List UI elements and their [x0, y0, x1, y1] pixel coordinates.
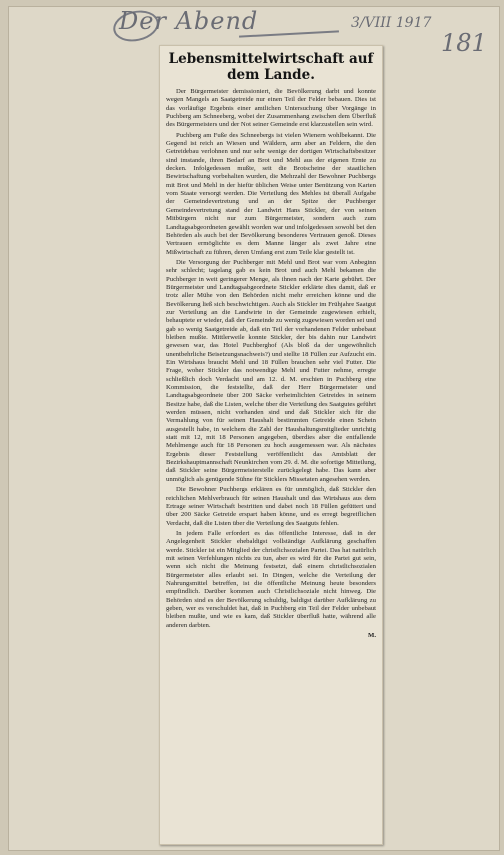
newspaper-clipping: [159, 45, 383, 845]
article-paragraph-2: Puchberg am Fuße des Schneebergs ist vielen Wienern wohlbekannt. Die Gegend ist reich an Wiesen und Wäldern, arm aber an Feldern, die den Getreidebau verlohnen und nur sehr wenige der dortigen Wirtschaftsbesitzer sind imstande, ihren Bedarf an Brot und Mehl aus der eigenen Ernte zu decken. Infolgedessen mußte, seit die Brotscheine der staatlichen Bewirtschaftung vorbehalten wurden, die Mehrzahl der Bewohner Puchbergs mit Brot und Mehl in der hiefür üblichen Weise unter Benützung von Karten vom Staate versorgt werden. Die Verteilung des Mehles ist überall Aufgabe der Gemeindevertretung und an der Spitze der Puchberger Gemeindevertretung stand der Landwirt Hans Stickler, der von seinen Mitbürgern nicht nur zum Bürgermeister, sondern auch zum Landtagsabgeordneten gewählt worden war und infolgedessen sowohl bei den Behörden als auch bei der Bevölkerung besonderes Vertrauen genoß. Dieses Vertrauen ermöglichte es dem Manne länger als zwei Jahre eine Mißwirtschaft zu führen, deren Umfang erst zum Teile klar gestellt ist.: [166, 131, 376, 256]
article-paragraph-5: In jedem Falle erfordert es das öffentliche Interesse, daß in der Angelegenheit Stickler ehebaldigst vollständige Aufklärung geschaffen werde. Stickler ist ein Mitglied der christlichsozialen Partei. Das hat natürlich mit seinen Verfehlungen nichts zu tun, aber es wird für die Partei gut sein, wenn sich nicht die Meinung festsetzt, daß einem christlichsozialen Bürgermeister alles erlaubt sei. In Dingen, welche die Verteilung der Nahrungsmittel betreffen, ist die öffentliche Meinung heute besonders empfindlich. Darüber kommen auch Christlichsoziale nicht hinweg. Die Behörden sind es der Bevölkerung schuldig, baldigst darüber Aufklärung zu geben, wer es verschuldet hat, daß in Puchberg ein Teil der Felder unbebaut bleiben mußte, und wie es kam, daß Stickler überfluß hatte, während alle anderen darbten.: [166, 529, 376, 629]
article-paragraph-1: Der Bürgermeister demissioniert, die Bevölkerung darbt und konnte wegen Mangels an Saatgetreide nur einen Teil der Felder bebauen. Dies ist das vorläufige Ergebnis einer amtlichen Untersuchung über Vorgänge in Puchberg am Schneeberg, wobei der Zusammenhang zwischen dem Überfluß des Bürgermeisters und der Not seiner Gemeinde erst klarzustellen sein wird.: [166, 88, 376, 129]
archive-sheet: [8, 6, 500, 851]
handwritten-date-annotation: 3/VIII 1917: [351, 15, 432, 31]
article-paragraph-3: Die Versorgung der Puchberger mit Mehl und Brot war vom Anbeginn sehr schlecht; tagelang gab es kein Brot und auch Mehl bekamen die Puchberger in weit geringerer Menge, als ihnen nach der Karte gebührt. Der Bürgermeister und Landtagsabgeordnete Stickler erklärte dies damit, daß er trotz aller Mühe von den Behörden nicht mehr erreichen könne und die Bevölkerung ließ sich beschwichtigen. Auch als Stickler im Frühjahre Saatgut zur Verteilung an die Landwirte in der Gemeinde zugewiesen erhielt, behauptete er wieder, daß der Gemeinde zu wenig zugewiesen worden sei und gab so wenig Saatgetreide ab, daß ein Teil der vorhandenen Felder unbebaut bleiben mußte. Mittlerweile konnte Stickler, der bis dahin nur Landwirt gewesen war, das Hotel Puchberghof (Als bloß da der ungewöhnlich unentbehrliche Beisetzungsnachweis?) und stellte 18 Füllen zur Aufzucht ein. Ein Wirtshaus braucht Mehl und 18 Füllen brauchen sehr viel Futter. Die Frage, woher Stickler das notwendige Mehl und Futter nehme, erregte schließlich doch Verdacht und am 12. d. M. erschien in Puchberg eine Kommission, die feststellte, daß der Herr Bürgermeister und Landtagsabgeordnete über 200 Säcke verheimlichten Getreides in seinem Besitze habe, daß die Listen, welche über die Verteilung des Saatgutes geführt werden müssen, nicht vorhanden sind und daß Stickler sich für die Vermahlung von für seinen Haushalt bestimmten Getreide einen Schein ausgestellt habe, in welchem die Zahl der Haushaltungsmitglieder unrichtig statt mit 12, mit 18 Personen angegeben, überdies aber die entfallende Mehlmenge auch für 18 Personen zu hoch ausgemessen war. Als nächstes Ergebnis dieser Feststellung veröffentlicht das Amtsblatt der Bezirkshauptmannschaft Neunkirchen vom 29. d. M. die sofortige Mitteilung, daß Stickler seine Bürgermeisterstelle zurückgelegt habe. Das kann aber unmöglich als genügende Sühne für Sticklers Missetaten angesehen werden.: [166, 258, 376, 483]
article-signature: M.: [368, 632, 376, 639]
handwritten-source-annotation: Der Abend: [119, 7, 259, 35]
handwritten-page-number: 181: [441, 29, 487, 57]
article-headline: Lebensmittelwirtschaft auf dem Lande.: [168, 51, 374, 83]
article-paragraph-4: Die Bewohner Puchbergs erklären es für unmöglich, daß Stickler den reichlichen Mehlverbrauch für seinen Haushalt und das Wirtshaus aus dem Ertrage seiner Wirtschaft bestritten und dabei noch 18 Füllen gefüttert und über 200 Säcke Getreide erspart haben könne, und es erregt begreiflichen Verdacht, daß die Listen über die Verteilung des Saatguts fehlen.: [166, 486, 376, 527]
